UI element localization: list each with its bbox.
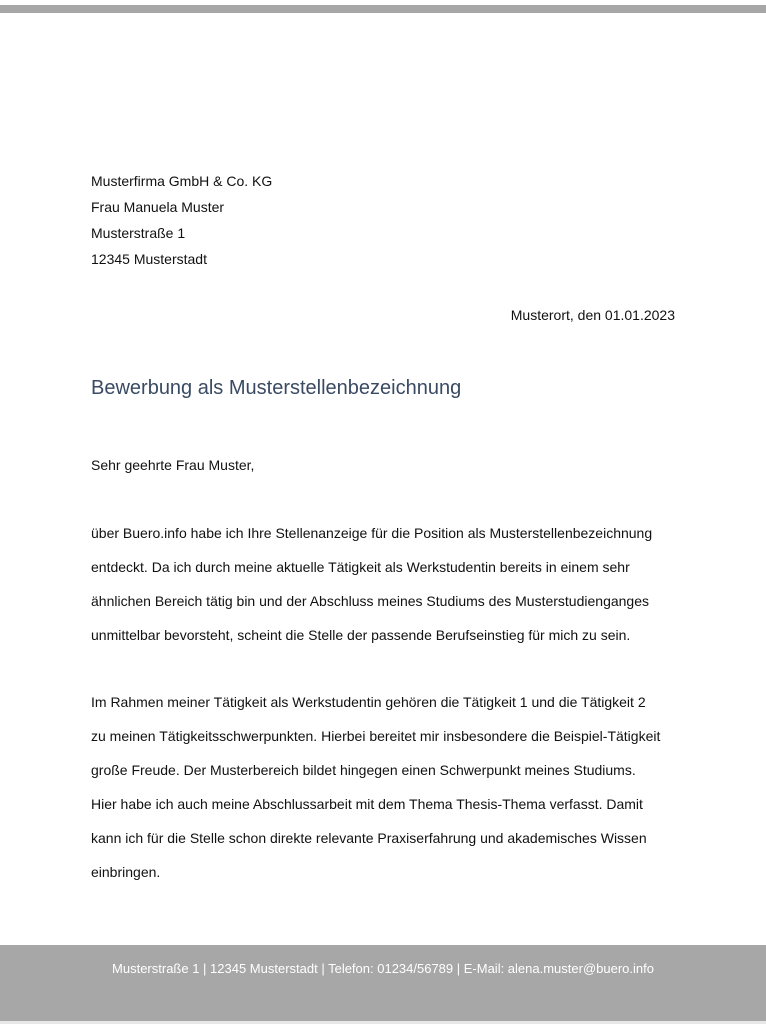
footer-band	[0, 945, 766, 1024]
paragraph-line: unmittelbar bevorsteht, scheint die Stelle der passende Berufseinstieg für mich zu sein.	[91, 627, 631, 643]
footer-contact-info: Musterstraße 1 | 12345 Musterstadt | Telefon: 01234/56789 | E-Mail: alena.muster@buero.info	[112, 961, 654, 976]
recipient-company: Musterfirma GmbH & Co. KG	[91, 173, 273, 189]
body-paragraph-1	[91, 516, 691, 652]
date-line: Musterort, den 01.01.2023	[510, 307, 675, 323]
top-accent-bar	[0, 5, 766, 13]
recipient-city: 12345 Musterstadt	[91, 251, 207, 267]
paragraph-line: über Buero.info habe ich Ihre Stellenanzeige für die Position als Musterstellenbezeichnung	[91, 525, 653, 541]
recipient-contact: Frau Manuela Muster	[91, 199, 225, 215]
paragraph-line: große Freude. Der Musterbereich bildet hingegen einen Schwerpunkt meines Studiums.	[91, 762, 636, 778]
recipient-street: Musterstraße 1	[91, 225, 186, 241]
paragraph-line: zu meinen Tätigkeitsschwerpunkten. Hierbei bereitet mir insbesondere die Beispiel-Tätigkeit	[91, 728, 661, 744]
paragraph-line: einbringen.	[91, 864, 161, 880]
recipient-address	[91, 168, 272, 272]
paragraph-line: Hier habe ich auch meine Abschlussarbeit mit dem Thema Thesis-Thema verfasst. Damit	[91, 796, 643, 812]
subject-heading: Bewerbung als Musterstellenbezeichnung	[91, 377, 462, 399]
paragraph-line: Im Rahmen meiner Tätigkeit als Werkstudentin gehören die Tätigkeit 1 und die Tätigkeit 2	[91, 694, 646, 710]
body-paragraph-2	[91, 685, 691, 889]
paragraph-line: entdeckt. Da ich durch meine aktuelle Tätigkeit als Werkstudentin bereits in einem sehr	[91, 559, 630, 575]
paragraph-line: kann ich für die Stelle schon direkte relevante Praxiserfahrung und akademisches Wissen	[91, 830, 647, 846]
paragraph-line: ähnlichen Bereich tätig bin und der Abschluss meines Studiums des Musterstudienganges	[91, 593, 649, 609]
salutation: Sehr geehrte Frau Muster,	[91, 457, 255, 473]
